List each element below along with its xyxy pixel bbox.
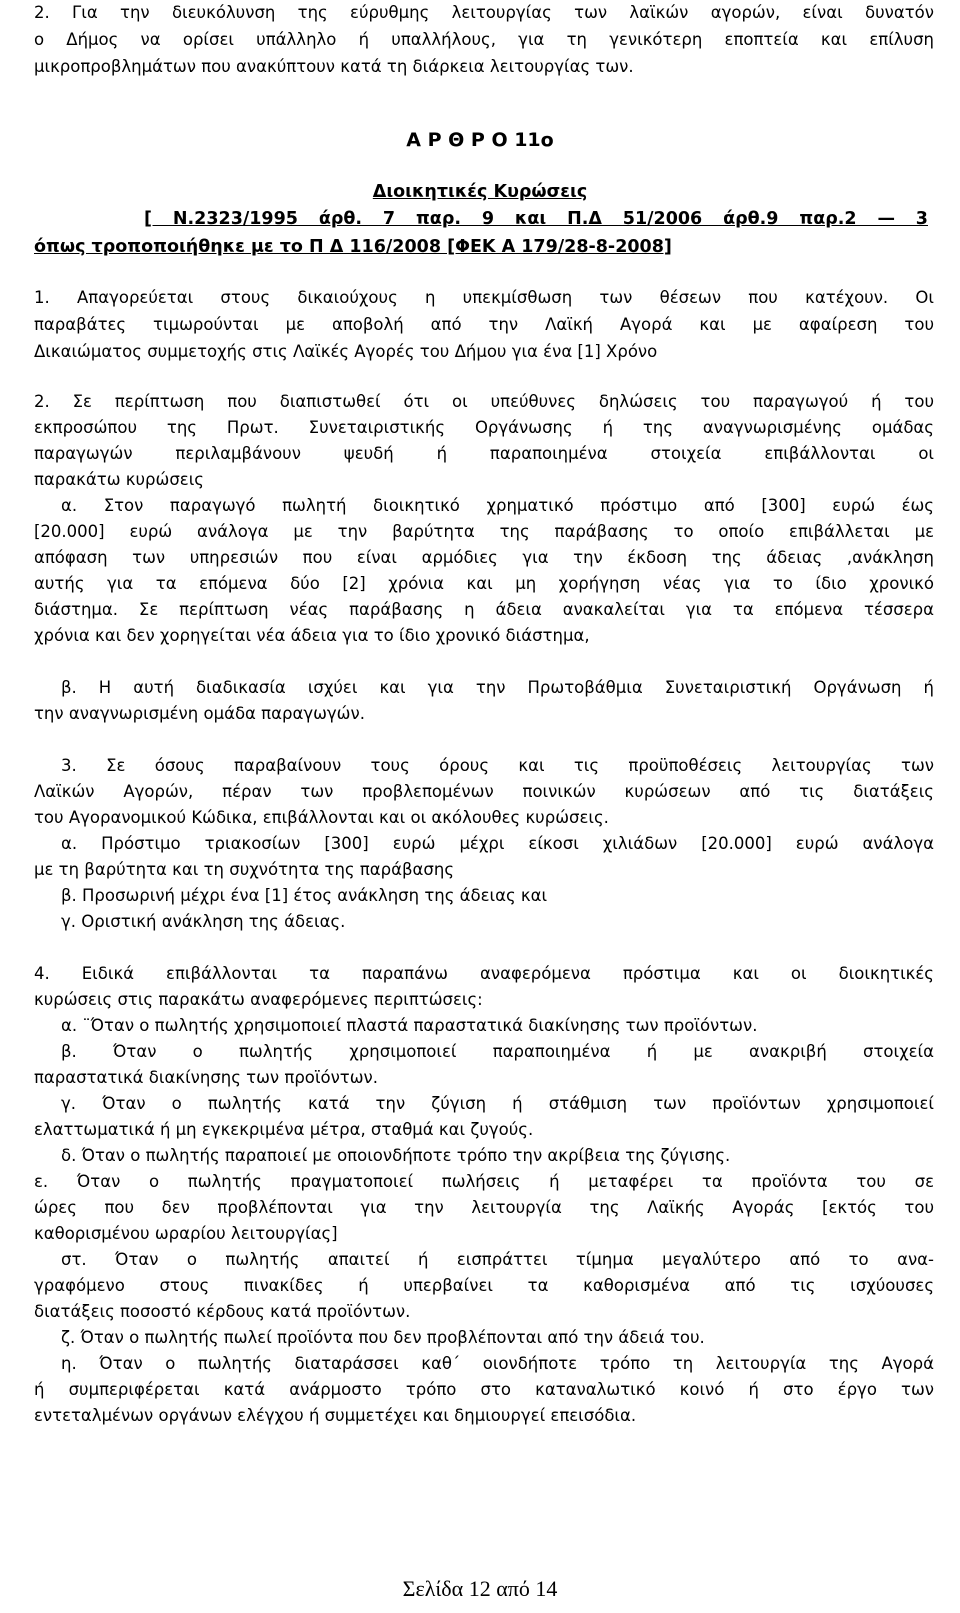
text-line: Λαϊκών Αγορών, πέραν των προβλεπομένων ποινικών κυρώσεων από τις διατάξεις (34, 782, 934, 801)
text-line: εκπροσώπου της Πρωτ. Συνεταιριστικής Οργάνωσης ή της αναγνωρισμένης ομάδας (34, 418, 934, 437)
text-line: β. Προσωρινή μέχρι ένα [1] έτος ανάκληση της άδειας και (61, 886, 548, 905)
text-line: ζ. Όταν ο πωλητής πωλεί προϊόντα που δεν προβλέπονται από την άδειά του. (61, 1328, 705, 1347)
text-line: του Αγορανομικού Κώδικα, επιβάλλονται και οι ακόλουθες κυρώσεις. (34, 808, 609, 827)
legal-reference: όπως τροποποιήθηκε με το Π Δ 116/2008 [ΦΕΚ Α 179/28-8-2008] (34, 237, 672, 257)
text-line: χρόνια και δεν χορηγείται νέα άδεια για το ίδιο χρονικό διάστημα, (34, 626, 590, 645)
text-line: ή συμπεριφέρεται κατά ανάρμοστο τρόπο στο καταναλωτικό κοινό ή στο έργο των (34, 1380, 934, 1399)
text-line: με τη βαρύτητα και τη συχνότητα της παράβασης (34, 860, 455, 879)
text-line: διάστημα. Σε περίπτωση νέας παράβασης η άδεια ανακαλείται για τα επόμενα τέσσερα (34, 600, 934, 619)
text-line: ο Δήμος να ορίσει υπάλληλο ή υπαλλήλους, για τη γενικότερη εποπτεία και επίλυση (34, 30, 934, 49)
text-line: Δικαιώματος συμμετοχής στις Λαϊκές Αγορές του Δήμου για ένα [1] Χρόνο (34, 342, 658, 361)
text-line: [20.000] ευρώ ανάλογα με την βαρύτητα της παράβασης το οποίο επιβάλλεται με (34, 522, 934, 541)
text-line: α. Πρόστιμο τριακοσίων [300] ευρώ μέχρι είκοσι χιλιάδων [20.000] ευρώ ανάλογα (61, 834, 934, 853)
text-line: παραστατικά διακίνησης των προϊόντων. (34, 1068, 378, 1087)
text-line: στ. Όταν ο πωλητής απαιτεί ή εισπράττει τίμημα μεγαλύτερο από το ανα- (61, 1250, 934, 1269)
text-line: ώρες που δεν προβλέπονται για την λειτουργία της Λαϊκής Αγοράς [εκτός του (34, 1198, 934, 1217)
text-line: α. ¨Όταν ο πωλητής χρησιμοποιεί πλαστά παραστατικά διακίνησης των προϊόντων. (61, 1016, 758, 1035)
text-line: κυρώσεις στις παρακάτω αναφερόμενες περιπτώσεις: (34, 990, 483, 1009)
section-heading: Διοικητικές Κυρώσεις (372, 182, 588, 202)
text-line: β. Η αυτή διαδικασία ισχύει και για την Πρωτοβάθμια Συνεταιριστική Οργάνωση ή (61, 678, 934, 697)
text-line: 1. Απαγορεύεται στους δικαιούχους η υπεκμίσθωση των θέσεων που κατέχουν. Οι (34, 288, 934, 307)
text-line: καθορισμένου ωραρίου λειτουργίας] (34, 1224, 338, 1243)
text-line: παραγωγών περιλαμβάνουν ψευδή ή παραποιημένα στοιχεία επιβάλλονται οι (34, 444, 934, 463)
text-line: ε. Όταν ο πωλητής πραγματοποιεί πωλήσεις ή μεταφέρει τα προϊόντα του σε (34, 1172, 934, 1191)
text-line: μικροπροβλημάτων που ανακύπτουν κατά τη διάρκεια λειτουργίας των. (34, 57, 634, 76)
text-line: β. Όταν ο πωλητής χρησιμοποιεί παραποιημένα ή με ανακριβή στοιχεία (61, 1042, 934, 1061)
text-line: η. Όταν ο πωλητής διαταράσσει καθ΄ οιονδήποτε τρόπο τη λειτουργία της Αγορά (61, 1354, 934, 1373)
text-line: δ. Όταν ο πωλητής παραποιεί με οποιονδήποτε τρόπο την ακρίβεια της ζύγισης. (61, 1146, 731, 1165)
text-line: απόφαση των υπηρεσιών που είναι αρμόδιες για την έκδοση της άδειας ,ανάκληση (34, 548, 934, 567)
legal-reference: [ Ν.2323/1995 άρθ. 7 παρ. 9 και Π.Δ 51/2006 άρθ.9 παρ.2 — 3 (144, 209, 928, 229)
text-line: εντεταλμένων οργάνων ελέγχου ή συμμετέχει και δημιουργεί επεισόδια. (34, 1406, 637, 1425)
text-line: την αναγνωρισμένη ομάδα παραγωγών. (34, 704, 365, 723)
text-line: 2. Για την διευκόλυνση της εύρυθμης λειτουργίας των λαϊκών αγορών, είναι δυνατόν (34, 3, 934, 22)
text-line: παρακάτω κυρώσεις (34, 470, 204, 489)
text-line: ελαττωματικά ή μη εγκεκριμένα μέτρα, σταθμά και ζυγούς. (34, 1120, 534, 1139)
text-line: αυτής για τα επόμενα δύο [2] χρόνια και μη χορήγηση νέας για το ίδιο χρονικό (34, 574, 934, 593)
text-line: 3. Σε όσους παραβαίνουν τους όρους και τις προϋποθέσεις λειτουργίας των (61, 756, 934, 775)
text-line: 2. Σε περίπτωση που διαπιστωθεί ότι οι υπεύθυνες δηλώσεις του παραγωγού ή του (34, 392, 934, 411)
page-footer: Σελίδα 12 από 14 (402, 1576, 558, 1601)
text-line: γ. Όταν ο πωλητής κατά την ζύγιση ή στάθμιση των προϊόντων χρησιμοποιεί (61, 1094, 934, 1113)
text-line: γραφόμενο στους πινακίδες ή υπερβαίνει τα καθορισμένα από τις ισχύουσες (34, 1276, 934, 1295)
text-line: 4. Ειδικά επιβάλλονται τα παραπάνω αναφερόμενα πρόστιμα και οι διοικητικές (34, 964, 934, 983)
article-title: Α Ρ Θ Ρ Ο 11ο (406, 129, 554, 151)
text-line: α. Στον παραγωγό πωλητή διοικητικό χρηματικό πρόστιμο από [300] ευρώ έως (61, 496, 934, 515)
text-line: διατάξεις ποσοστό κέρδους κατά προϊόντων. (34, 1302, 411, 1321)
text-line: γ. Οριστική ανάκληση της άδειας. (61, 912, 346, 931)
text-line: παραβάτες τιμωρούνται με αποβολή από την Λαϊκή Αγορά και με αφαίρεση του (34, 315, 934, 334)
